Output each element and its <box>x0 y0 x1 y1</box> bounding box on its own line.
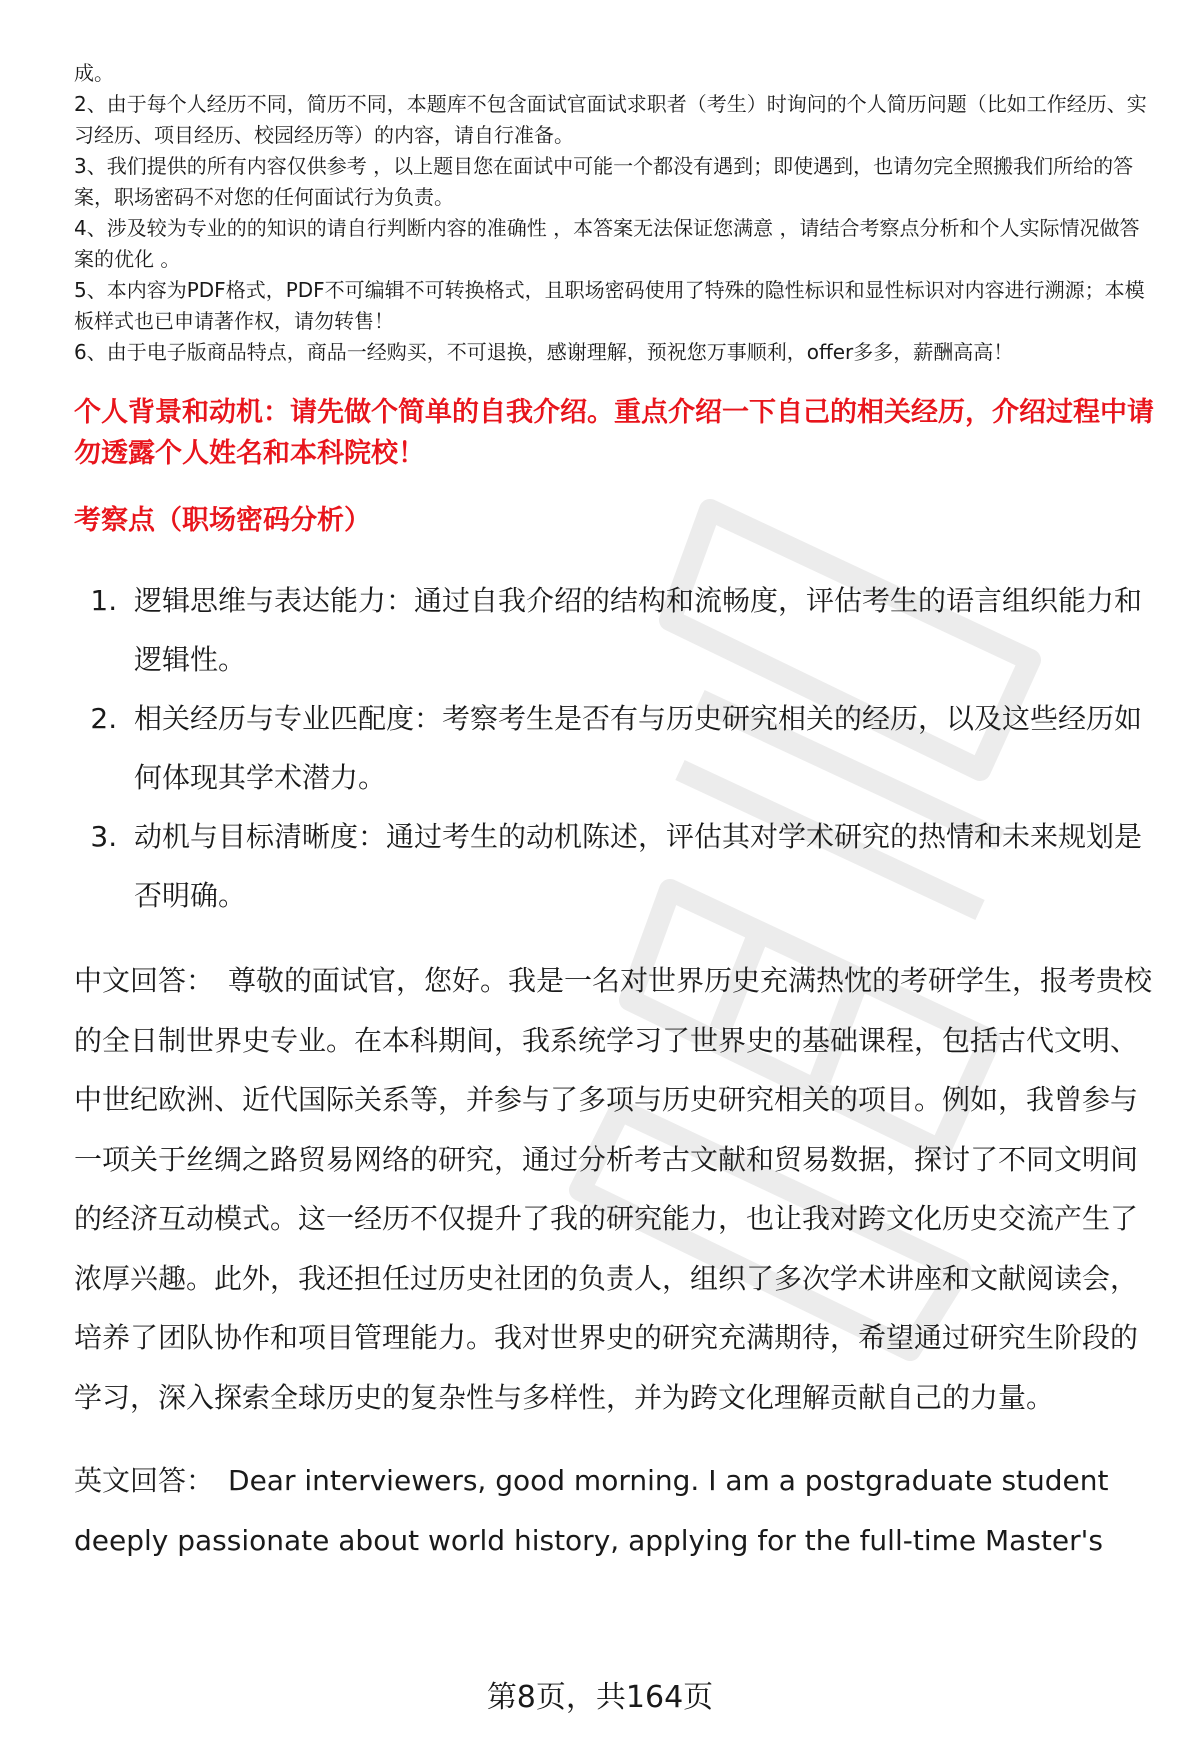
notice-item: 3、我们提供的所有内容仅供参考 ，以上题目您在面试中可能一个都没有遇到；即使遇到，也请勿完全照搬我们所给的答案，职场密码不对您的任何面试行为负责。 <box>74 154 1134 209</box>
notice-item: 4、涉及较为专业的的知识的请自行判断内容的准确性 ，本答案无法保证您满意 ，请结合考察点分析和个人实际情况做答案的优化 。 <box>74 216 1140 271</box>
notice-item: 5、本内容为PDF格式，PDF不可编辑不可转换格式，且职场密码使用了特殊的隐性标识和显性标识对内容进行溯源；本模板样式也已申请著作权，请勿转售！ <box>74 278 1145 333</box>
points-list <box>74 571 1154 925</box>
question-heading: 个人背景和动机：请先做个简单的自我介绍。重点介绍一下自己的相关经历，介绍过程中请勿透露个人姓名和本科院校！ <box>74 397 1154 469</box>
notice-item: 成。 <box>74 61 114 85</box>
answer-english <box>74 1451 1154 1570</box>
points-title: 考察点（职场密码分析） <box>74 505 371 536</box>
notice-item: 6、由于电子版商品特点，商品一经购买，不可退换，感谢理解，预祝您万事顺利，offer多多，薪酬高高！ <box>74 340 1014 364</box>
notice-list <box>74 58 1154 368</box>
notice-item: 2、由于每个人经历不同，简历不同，本题库不包含面试官面试求职者（考生）时询问的个人简历问题（比如工作经历、实习经历、项目经历、校园经历等）的内容，请自行准备。 <box>74 92 1147 147</box>
page-footer: 第8页，共164页 <box>486 1680 714 1715</box>
answer-chinese-text: 尊敬的面试官，您好。我是一名对世界历史充满热忱的考研学生，报考贵校的全日制世界史专业。在本科期间，我系统学习了世界史的基础课程，包括古代文明、中世纪欧洲、近代国际关系等，并参与了多项与历史研究相关的项目。例如，我曾参与一项关于丝绸之路贸易网络的研究，通过分析考古文献和贸易数据，探讨了不同文明间的经济互动模式。这一经历不仅提升了我的研究能力，也让我对跨文化历史交流产生了浓厚兴趣。此外，我还担任过历史社团的负责人，组织了多次学术讲座和文献阅读会，培养了团队协作和项目管理能力。我对世界史的研究充满期待，希望通过研究生阶段的学习，深入探索全球历史的复杂性与多样性，并为跨文化理解贡献自己的力量。 <box>74 964 1153 1414</box>
answer-english-label: 英文回答： <box>74 1464 215 1497</box>
point-item: 2. 相关经历与专业匹配度：考察考生是否有与历史研究相关的经历，以及这些经历如何体现其学术潜力。 <box>126 689 1154 807</box>
point-item: 3. 动机与目标清晰度：通过考生的动机陈述，评估其对学术研究的热情和未来规划是否明确。 <box>126 807 1154 925</box>
answer-chinese <box>74 951 1154 1427</box>
document-page <box>74 58 1154 1570</box>
answer-chinese-label: 中文回答： <box>74 964 215 997</box>
answer-english-text: Dear interviewers, good morning. I am a postgraduate student deeply passionate about world history, applying for the full-time Master's <box>74 1464 1109 1557</box>
point-item: 1. 逻辑思维与表达能力：通过自我介绍的结构和流畅度，评估考生的语言组织能力和逻辑性。 <box>126 571 1154 689</box>
